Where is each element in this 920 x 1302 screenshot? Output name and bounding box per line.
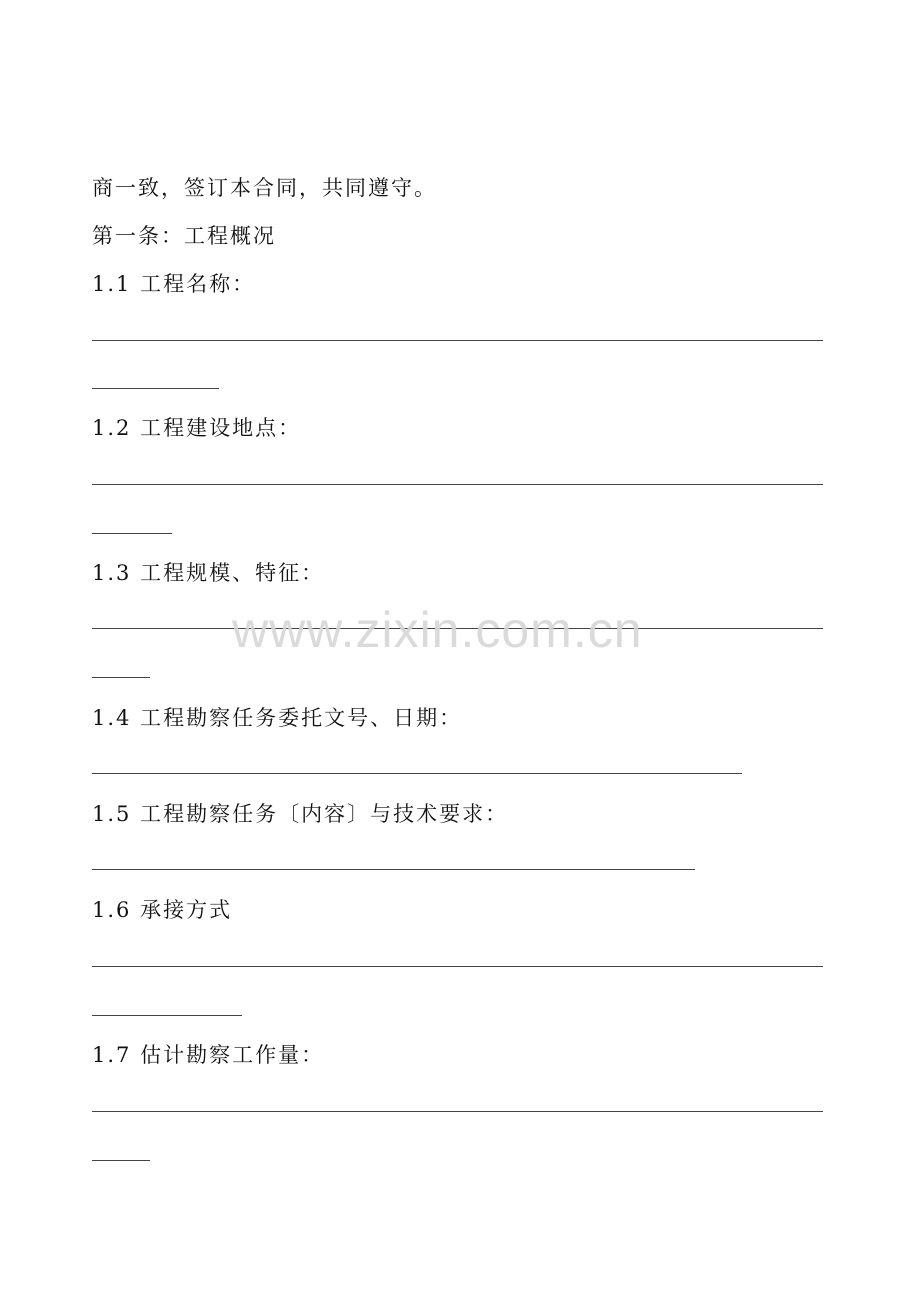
item-1-2-label: 1.2 工程建设地点： — [92, 416, 302, 440]
item-1-5-label: 1.5 工程勘察任务〔内容〕与技术要求： — [92, 802, 509, 826]
item-1-2-blank-line-continued — [92, 533, 172, 534]
item-1-4-label: 1.4 工程勘察任务委托文号、日期： — [92, 706, 463, 730]
item-1-1-blank-line — [92, 340, 823, 341]
item-1-4-blank-line — [92, 773, 742, 774]
article-one-heading: 第一条：工程概况 — [92, 224, 276, 248]
item-1-5-blank-line — [92, 869, 695, 870]
item-1-7-blank-line — [92, 1111, 823, 1112]
item-1-3-label: 1.3 工程规模、特征： — [92, 561, 325, 585]
item-1-2-blank-line — [92, 484, 823, 485]
item-1-6-blank-line — [92, 966, 823, 967]
intro-text: 商一致，签订本合同，共同遵守。 — [92, 176, 437, 200]
item-1-6-blank-line-continued — [92, 1015, 242, 1016]
item-1-6-label: 1.6 承接方式 — [92, 898, 233, 922]
item-1-1-label: 1.1 工程名称： — [92, 272, 256, 296]
item-1-7-blank-line-continued — [92, 1160, 150, 1161]
item-1-7-label: 1.7 估计勘察工作量： — [92, 1043, 325, 1067]
item-1-3-blank-line-continued — [92, 677, 150, 678]
watermark-text: www.zixin.com.cn — [232, 602, 643, 658]
item-1-1-blank-line-continued — [92, 388, 219, 389]
